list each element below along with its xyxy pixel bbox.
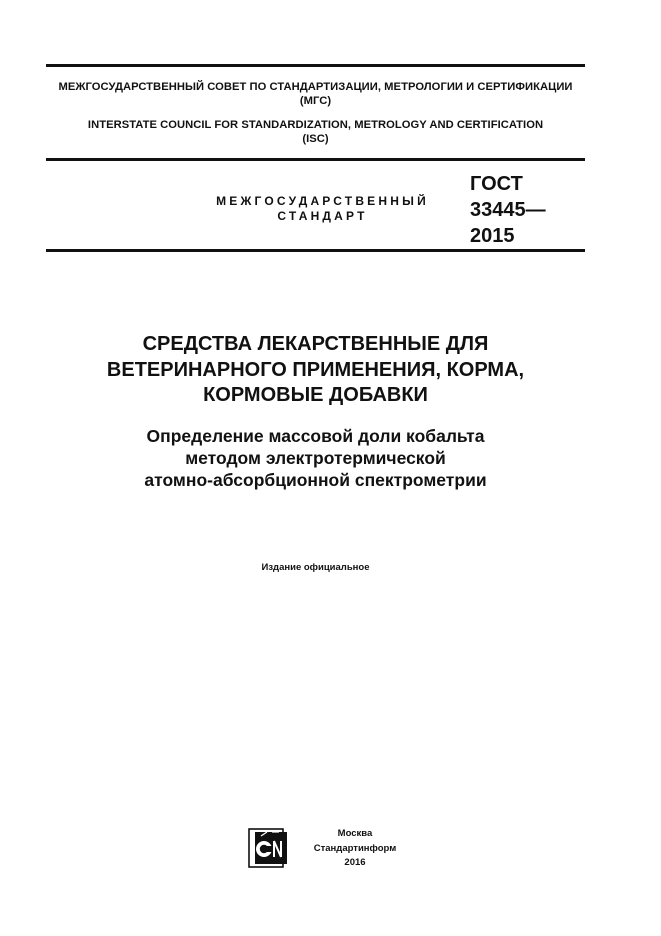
top-rule	[46, 64, 585, 67]
title-line3: КОРМОВЫЕ ДОБАВКИ	[203, 384, 428, 406]
gost-designation	[470, 171, 546, 249]
middle-rule	[46, 158, 585, 161]
council-ru-name: МЕЖГОСУДАРСТВЕННЫЙ СОВЕТ ПО СТАНДАРТИЗАЦИИ, МЕТРОЛОГИИ И СЕРТИФИКАЦИИ	[58, 81, 573, 93]
standartinform-logo	[248, 828, 290, 868]
title-line2: ВЕТЕРИНАРНОГО ПРИМЕНЕНИЯ, КОРМА,	[106, 358, 525, 381]
council-en-name: INTERSTATE COUNCIL FOR STANDARDIZATION, METROLOGY AND CERTIFICATION	[87, 119, 544, 131]
document-subtitle	[46, 425, 585, 491]
gost-prefix: ГОСТ	[470, 173, 523, 195]
council-ru	[46, 80, 585, 108]
imprint	[300, 827, 410, 871]
subtitle-line3: атомно-абсорбционной спектрометрии	[144, 470, 487, 490]
imprint-city: Москва	[337, 828, 373, 839]
edition-note: Издание официальное	[261, 562, 370, 573]
gost-year: 2015	[470, 225, 515, 247]
council-en	[46, 118, 585, 146]
standard-label-line1: МЕЖГОСУДАРСТВЕННЫЙ	[216, 194, 429, 208]
subtitle-line2: методом электротермической	[185, 448, 446, 468]
council-en-abbr: (ISC)	[302, 133, 329, 145]
document-title	[46, 332, 585, 409]
standard-label-line2: СТАНДАРТ	[277, 209, 368, 223]
imprint-year: 2016	[344, 857, 366, 868]
council-ru-abbr: (МГС)	[299, 95, 332, 107]
title-line1: СРЕДСТВА ЛЕКАРСТВЕННЫЕ ДЛЯ	[142, 333, 489, 355]
bottom-rule	[46, 249, 585, 252]
subtitle-line1: Определение массовой доли кобальта	[146, 426, 485, 446]
imprint-publisher: Стандартинформ	[313, 842, 397, 854]
gost-number: 33445—	[470, 199, 546, 221]
standard-label	[190, 194, 455, 224]
